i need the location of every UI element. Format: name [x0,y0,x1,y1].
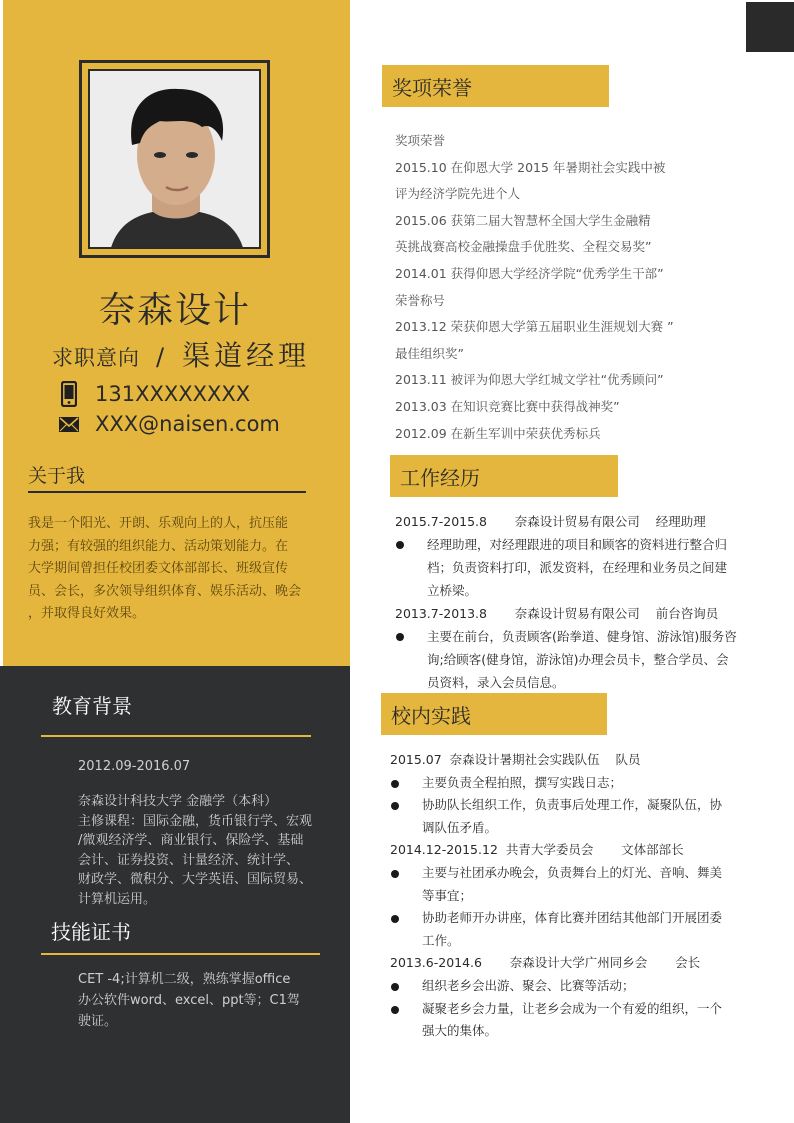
work-title: 工作经历 [390,455,618,497]
bullet-dot [391,1006,399,1014]
about-line: 我是一个阳光、开朗、乐观向上的人，抗压能 [28,516,289,531]
about-line: 大学期间曾担任校团委文体部部长、班级宣传 [28,561,289,576]
skills-line: CET -4;计算机二级，熟练掌握office [78,972,291,987]
school-entry-head: 2013.6-2014.6 奈森设计大学广州同乡会 会长 [390,955,701,971]
bullet-line: 主要与社团承办晚会，负责舞台上的灯光、音响、舞美 [422,864,723,880]
award-line: 2014.01 获得仰恩大学经济学院“优秀学生干部” [395,265,664,281]
mail-icon [58,410,80,438]
corner-decoration [746,2,794,52]
photo-frame [79,60,270,258]
email-row [58,410,280,438]
bullet-dot [391,983,399,991]
bullet-dot [396,633,404,641]
education-line: 会计、证券投资、计量经济、统计学、 [78,852,300,868]
bullet-line: 主要在前台，负责顾客(跆拳道、健身馆、游泳馆)服务咨 [427,629,737,644]
phone-number[interactable]: 131XXXXXXXX [95,382,251,406]
award-line: 荣誉称号 [395,292,446,308]
bullet-line: 经理助理，对经理跟进的项目和顾客的资料进行整合归 [427,537,728,552]
bullet-dot [391,802,399,810]
school-bullet [390,907,750,952]
bullet-dot [396,541,404,549]
school-entry-head: 2014.12-2015.12 共青大学委员会 文体部部长 [390,842,684,858]
bullet-dot [391,915,399,923]
bullet-dot [391,870,399,878]
award-line: 最佳组织奖” [395,345,464,361]
skills-title: 技能证书 [51,920,131,944]
school-list [390,749,750,1043]
skills-divider [41,953,320,955]
bullet-dot [391,780,399,788]
work-bullet [395,533,755,602]
bullet-line: 员资料，录入会员信息。 [427,675,565,690]
school-bullet [390,975,750,998]
education-line: 奈森设计科技大学 金融学（本科） [78,794,278,809]
school-bullet [390,794,750,839]
education-details [78,792,323,909]
award-line: 英挑战赛高校金融操盘手优胜奖、全程交易奖” [395,239,652,255]
job-intent-label: 求职意向 [52,346,140,370]
skills-line: 驶证。 [78,1014,118,1029]
phone-icon [58,380,80,408]
job-intent-separator: / [156,343,165,371]
bullet-line: 调队伍矛盾。 [422,819,498,835]
job-intent-value: 渠道经理 [182,339,311,372]
work-list [395,510,755,694]
bullet-line: 立桥梁。 [427,583,478,598]
candidate-name: 奈森设计 [98,290,251,331]
bullet-line: 强大的集体。 [422,1023,498,1039]
bullet-line: 凝聚老乡会力量，让老乡会成为一个有爱的组织，一个 [422,1000,723,1016]
education-line: 主修课程：国际金融，货币银行学、宏观 [78,813,313,829]
work-entry-head: 2013.7-2013.8 奈森设计贸易有限公司 前台咨询员 [395,606,719,621]
bullet-line: 协助老师开办讲座，体育比赛并团结其他部门开展团委 [422,910,723,926]
award-line: 2013.12 荣获仰恩大学第五届职业生涯规划大赛 ” [395,319,674,335]
about-line: ，并取得良好效果。 [28,606,146,621]
about-divider [28,491,306,493]
school-bullet [390,772,750,795]
bullet-line: 主要负责全程拍照，撰写实践日志； [422,774,623,790]
bullet-line: 等事宜； [422,887,473,903]
award-line: 2015.10 在仰恩大学 2015 年暑期社会实践中被 [395,159,666,175]
avatar [90,71,261,249]
bullet-line: 组织老乡会出游、聚会、比赛等活动； [422,977,635,993]
awards-title: 奖项荣誉 [382,65,609,107]
panel-edge [0,0,3,666]
bullet-line: 工作。 [422,932,460,948]
awards-list [395,128,695,440]
about-text [28,513,326,626]
education-divider [41,735,311,737]
bullet-line: 询;给顾客(健身馆，游泳馆)办理会员卡，整合学员、会 [427,652,729,667]
award-line: 2013.11 被评为仰恩大学红城文学社“优秀顾问” [395,372,664,388]
education-title: 教育背景 [52,694,132,718]
phone-row [58,380,250,408]
award-line: 2013.03 在知识竞赛比赛中获得战神奖” [395,398,620,414]
bullet-line: 协助队长组织工作，负责事后处理工作，凝聚队伍，协 [422,797,723,813]
award-line: 2012.09 在新生军训中荣获优秀标兵 [395,425,601,440]
about-line: 力强；有较强的组织能力、活动策划能力。在 [28,538,289,554]
school-title: 校内实践 [381,693,607,735]
skills-details [78,969,323,1032]
school-bullet [390,998,750,1043]
award-line: 2015.06 获第二届大智慧杯全国大学生金融精 [395,212,651,228]
education-line: 计算机运用。 [78,891,157,907]
about-line: 员、会长，多次领导组织体育、娱乐活动、晚会 [28,583,302,599]
skills-line: 办公软件word、excel、ppt等；C1驾 [78,993,300,1008]
about-title: 关于我 [28,465,86,487]
bullet-line: 档；负责资料打印，派发资料，在经理和业务员之间建 [427,560,728,575]
education-line: 财政学、微积分、大学英语、国际贸易、 [78,872,313,887]
work-bullet [395,625,755,694]
school-bullet [390,862,750,907]
email-address[interactable]: XXX@naisen.com [95,412,280,436]
award-line: 评为经济学院先进个人 [395,186,521,202]
profile-photo [88,69,261,249]
job-intent [52,334,310,374]
education-date: 2012.09-2016.07 [78,759,191,774]
education-line: /微观经济学、商业银行、保险学、基础 [78,833,304,848]
award-line: 奖项荣誉 [395,133,446,148]
work-entry-head: 2015.7-2015.8 奈森设计贸易有限公司 经理助理 [395,514,706,529]
school-entry-head: 2015.07 奈森设计暑期社会实践队伍 队员 [390,752,641,767]
